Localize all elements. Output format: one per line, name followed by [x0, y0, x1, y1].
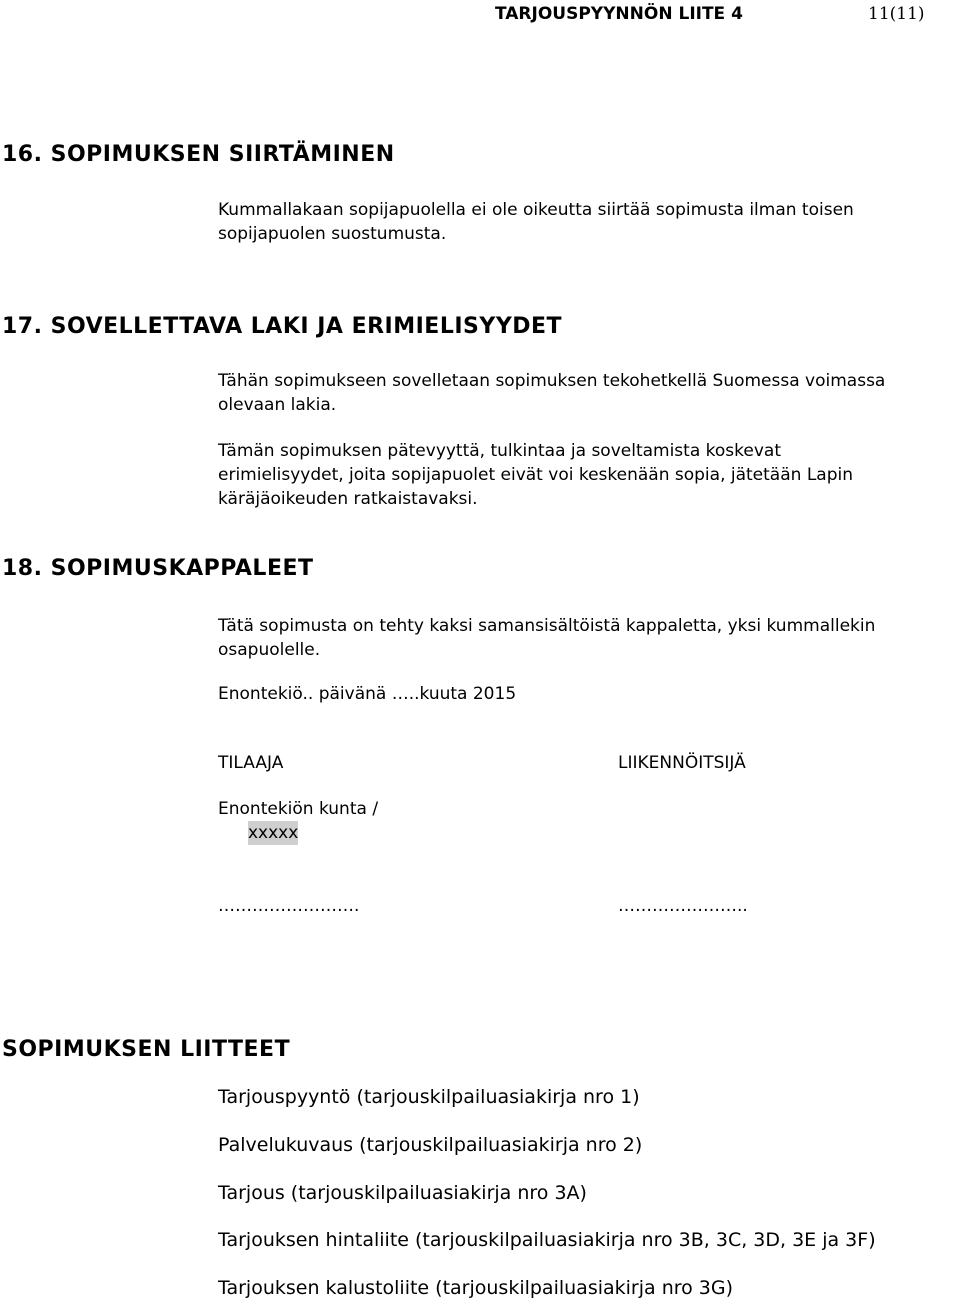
text-line: sopijapuolen suostumusta.	[218, 224, 447, 244]
text-line: osapuolelle.	[218, 640, 321, 660]
section-17-paragraph-2	[218, 439, 853, 511]
text-line: Tämän sopimuksen pätevyyttä, tulkintaa ja soveltamista koskevat	[218, 441, 781, 461]
document-header-title: TARJOUSPYYNNÖN LIITE 4	[495, 4, 743, 24]
attachment-item: Tarjouspyyntö (tarjouskilpailuasiakirja nro 1)	[218, 1086, 640, 1108]
client-placeholder-field: xxxxx	[248, 823, 299, 843]
attachment-item: Tarjouksen kalustoliite (tarjouskilpailuasiakirja nro 3G)	[218, 1277, 734, 1299]
section-16-paragraph	[218, 198, 854, 246]
page-number: 11(11)	[868, 4, 925, 24]
attachment-item: Palvelukuvaus (tarjouskilpailuasiakirja nro 2)	[218, 1134, 643, 1156]
attachment-item: Tarjouksen hintaliite (tarjouskilpailuasiakirja nro 3B, 3C, 3D, 3E ja 3F)	[218, 1229, 876, 1251]
signature-label-operator: LIIKENNÖITSIJÄ	[618, 753, 746, 773]
signature-line-operator: …………………..	[618, 896, 748, 916]
text-line: erimielisyydet, joita sopijapuolet eivät voi keskenään sopia, jätetään Lapin	[218, 465, 854, 485]
section-18-paragraph	[218, 614, 875, 662]
client-party-name: Enontekiön kunta /	[218, 799, 379, 819]
section-16-heading: 16. SOPIMUKSEN SIIRTÄMINEN	[2, 142, 395, 167]
text-line: Tätä sopimusta on tehty kaksi samansisältöistä kappaletta, yksi kummallekin	[218, 616, 876, 636]
attachments-heading: SOPIMUKSEN LIITTEET	[2, 1037, 291, 1062]
text-line: Kummallakaan sopijapuolella ei ole oikeutta siirtää sopimusta ilman toisen	[218, 200, 854, 220]
section-17-heading: 17. SOVELLETTAVA LAKI JA ERIMIELISYYDET	[2, 314, 563, 339]
signature-label-client: TILAAJA	[218, 753, 284, 773]
section-18-heading: 18. SOPIMUSKAPPALEET	[2, 556, 314, 581]
place-and-date: Enontekiö.. päivänä …..kuuta 2015	[218, 684, 517, 704]
text-line: Tähän sopimukseen sovelletaan sopimuksen tekohetkellä Suomessa voimassa	[218, 371, 886, 391]
signature-line-client: …………………….	[218, 896, 360, 916]
text-line: olevaan lakia.	[218, 395, 337, 415]
section-17-paragraph-1	[218, 369, 885, 417]
text-line: käräjäoikeuden ratkaistavaksi.	[218, 489, 478, 509]
attachment-item: Tarjous (tarjouskilpailuasiakirja nro 3A)	[218, 1182, 587, 1204]
